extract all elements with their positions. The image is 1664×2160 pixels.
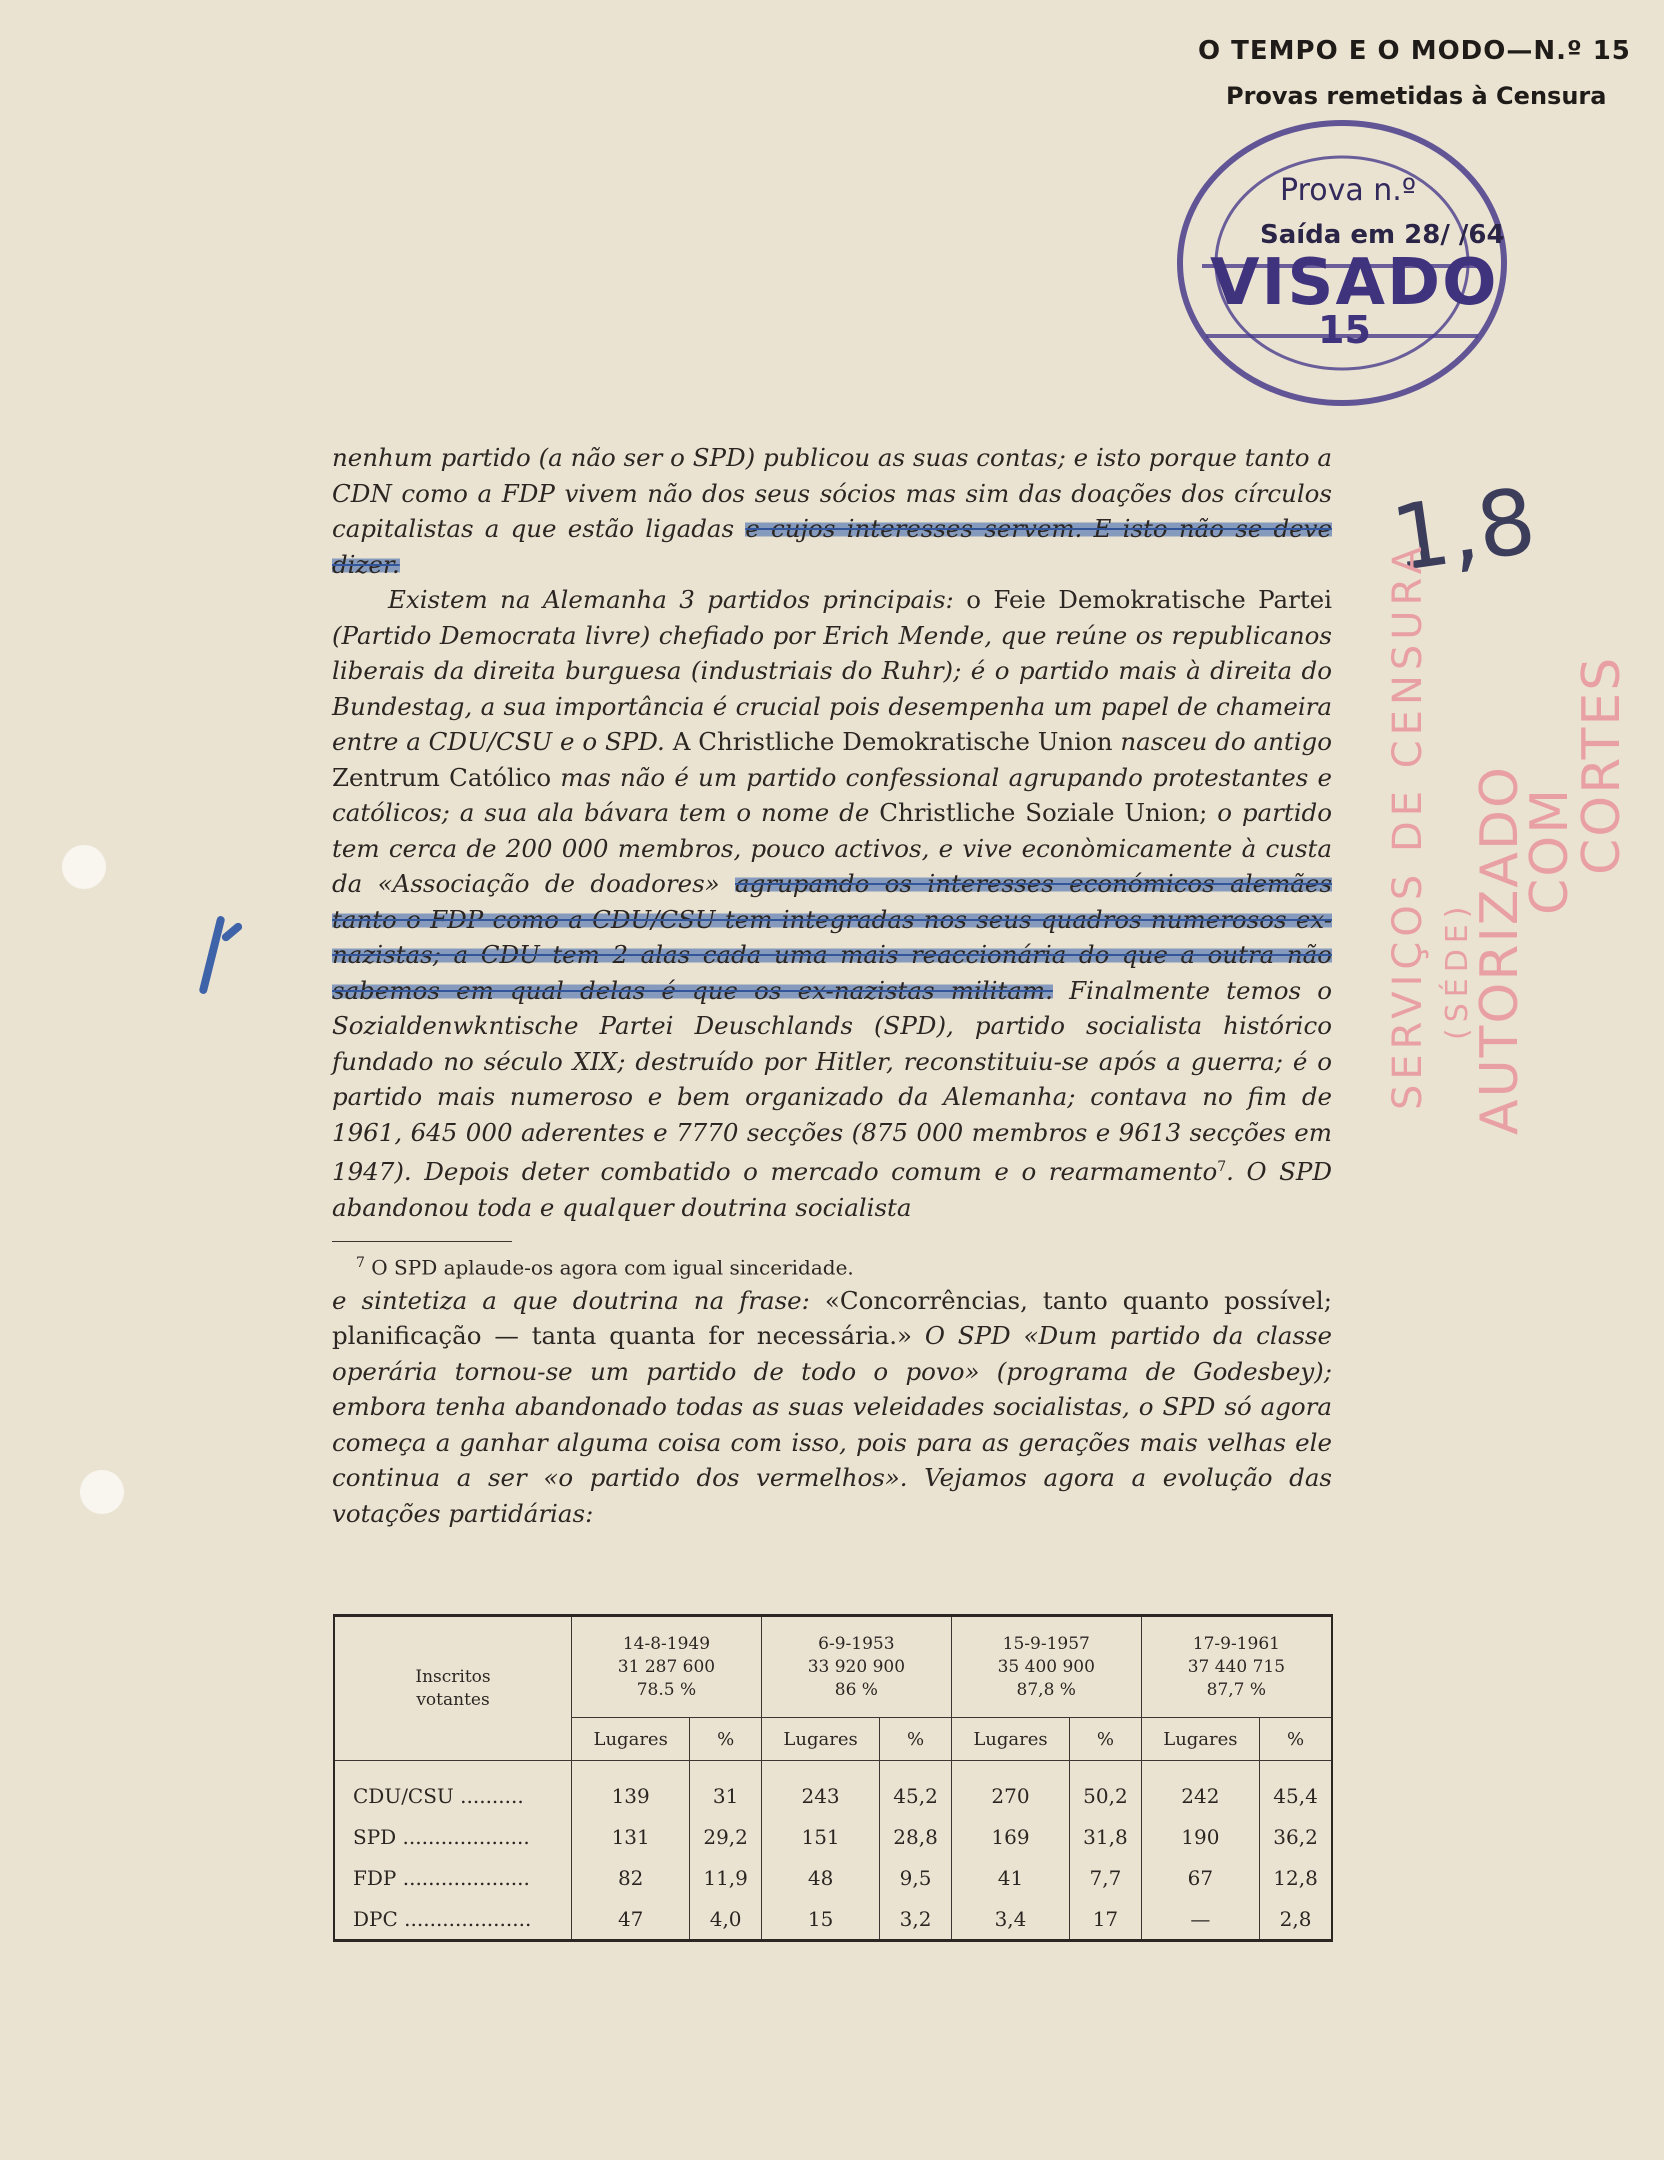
table-cell: 47: [572, 1898, 690, 1941]
corner-label-2: votantes: [416, 1689, 490, 1710]
margin-pen-mark: [220, 921, 244, 943]
election-voters: 37 440 715: [1187, 1656, 1286, 1677]
party-label: CDU/CSU ..........: [334, 1761, 572, 1817]
election-turnout: 86 %: [834, 1679, 878, 1700]
table-cell: 31,8: [1070, 1816, 1142, 1857]
footnote-rule: [332, 1241, 512, 1242]
subheader-seats: Lugares: [761, 1718, 879, 1761]
p2-roman-3: Zentrum Católico: [332, 762, 561, 792]
table-row: [334, 1816, 1332, 1857]
censor-stamp-line-2: (SÉDE): [1440, 900, 1475, 1040]
table-cell: 82: [572, 1857, 690, 1898]
p2-italic-4: mas não é um partido confessional agrupando protestantes e católicos; a sua ala bávara tem o nome de: [332, 762, 1332, 827]
election-date: 6-9-1953: [818, 1633, 895, 1654]
p3-italic-1: e sintetiza a que doutrina na frase:: [332, 1285, 810, 1315]
table-cell: 151: [761, 1816, 879, 1857]
election-turnout: 87,8 %: [1016, 1679, 1076, 1700]
table-row: [334, 1761, 1332, 1817]
p2-italic-3: nasceu do antigo: [1120, 727, 1332, 756]
censor-stamp-line-4: COM: [1520, 786, 1580, 915]
censor-stamp-line-5: CORTES: [1572, 655, 1632, 875]
footnote-number: 7: [356, 1255, 365, 1272]
election-turnout: 87,7 %: [1206, 1679, 1267, 1700]
table-cell: 28,8: [880, 1816, 952, 1857]
table-cell: 17: [1070, 1898, 1142, 1941]
table-cell: 3,4: [951, 1898, 1069, 1941]
censorship-stamp: [1172, 98, 1512, 408]
p1-text: nenhum partido (a não ser o SPD) publicou as suas contas; e isto porque tanto a CDN como a FDP vivem não dos seus sócios mas sim das doações dos círculos capitalistas a que estão ligadas: [332, 443, 1332, 543]
paragraph-1: [332, 440, 1332, 582]
table-cell: 45,2: [880, 1761, 952, 1817]
table-row: [334, 1898, 1332, 1941]
subheader-seats: Lugares: [1141, 1718, 1259, 1761]
election-results-table: [333, 1614, 1333, 1942]
table-cell: 15: [761, 1898, 879, 1941]
table-cell: 67: [1141, 1857, 1259, 1898]
subheader-seats: Lugares: [572, 1718, 690, 1761]
table-cell: 131: [572, 1816, 690, 1857]
p2-roman-4: Christliche Soziale Union;: [869, 798, 1218, 827]
p2-italic-7: . O SPD abandonou toda e qualquer doutrina socialista: [332, 1157, 1332, 1222]
margin-pen-number: 1,8: [1385, 468, 1542, 593]
table-cell: 243: [761, 1761, 879, 1817]
election-turnout: 78.5 %: [636, 1679, 697, 1700]
table-cell: 2,8: [1260, 1898, 1332, 1941]
table-cell: —: [1141, 1898, 1259, 1941]
subheader-percent: %: [690, 1718, 762, 1761]
p2-struck-text: agrupando os interesses económicos alemães tanto o FDP como a CDU/CSU tem integradas nos seus quadros numerosos ex-nazistas; a CDU tem 2 alas cada uma mais reaccionária do que a outra não sabemos em qual delas é que os ex-nazistas militam.: [332, 869, 1332, 1005]
censor-stamp-line-1: SERVIÇOS DE CENSURA: [1385, 541, 1431, 1110]
punch-hole: [80, 1470, 124, 1514]
table-cell: 45,4: [1260, 1761, 1332, 1817]
election-voters: 33 920 900: [807, 1656, 906, 1677]
p2-roman-1: o Feie Demokratische Partei: [953, 585, 1333, 614]
body-text: [332, 440, 1332, 1531]
margin-pen-mark: [198, 915, 225, 995]
election-header-1961: [1141, 1616, 1332, 1718]
table-cell: 7,7: [1070, 1857, 1142, 1898]
table-header-row: [334, 1616, 1332, 1718]
p2-italic-5: o partido tem cerca de 200 000 membros, pouco activos, e vive econòmicamente à custa da «Associação de doadores»: [332, 798, 1332, 898]
election-header-1949: [572, 1616, 762, 1718]
p2-italic-6: Finalmente temos o Sozialdenwkntische Partei Deuschlands (SPD), partido socialista histórico fundado no século XIX; destruído por Hitler, reconstituiu-se após a guerra; é o partido mais numeroso e bem organizado da Alemanha; contava no fim de 1961, 645 000 aderentes e 7770 secções (875 000 membros e 9613 secções em 1947). Depois deter combatido o mercado comum e o rearmamento: [332, 975, 1332, 1187]
election-date: 17-9-1961: [1192, 1633, 1280, 1654]
punch-hole: [62, 845, 106, 889]
election-header-1953: [761, 1616, 951, 1718]
table-cell: 4,0: [690, 1898, 762, 1941]
table-cell: 11,9: [690, 1857, 762, 1898]
subheader-percent: %: [1070, 1718, 1142, 1761]
table-cell: 270: [951, 1761, 1069, 1817]
stamp-prova-label: Prova n.º: [1280, 173, 1416, 208]
table-cell: 3,2: [880, 1898, 952, 1941]
paragraph-2: [332, 582, 1332, 1225]
p2-italic-2: (Partido Democrata livre) chefiado por Erich Mende, que reúne os republicanos liberais da direita burguesa (industriais do Ruhr); é o partido mais à direita do Bundestag, a sua importância é crucial pois desempenha um papel de chameira entre a CDU/CSU e o SPD.: [332, 620, 1332, 756]
corner-label-1: Inscritos: [415, 1666, 491, 1687]
stamp-visado: VISADO: [1210, 246, 1499, 320]
footnote-text: O SPD aplaude-os agora com igual sinceridade.: [364, 1255, 854, 1280]
election-date: 14-8-1949: [622, 1633, 711, 1654]
stamp-date-line: Saída em 28/ /64: [1260, 220, 1505, 250]
table-cell: 139: [572, 1761, 690, 1817]
table-cell: 48: [761, 1857, 879, 1898]
footnote-ref: 7: [1217, 1159, 1227, 1175]
subheader-percent: %: [880, 1718, 952, 1761]
p3-italic-2: O SPD «Dum partido da classe operária tornou-se um partido de todo o povo» (programa de Godesbey); embora tenha abandonado todas as suas veleidades socialistas, o SPD só agora começa a ganhar alguma coisa com isso, pois para as gerações mais velhas ele continua a ser «o partido dos vermelhos». Vejamos agora a evolução das votações partidárias:: [332, 1321, 1332, 1528]
table-cell: 190: [1141, 1816, 1259, 1857]
party-label: DPC ....................: [334, 1898, 572, 1941]
party-label: FDP ....................: [334, 1857, 572, 1898]
stamp-number: 15: [1318, 308, 1371, 352]
table-cell: 36,2: [1260, 1816, 1332, 1857]
table-cell: 12,8: [1260, 1857, 1332, 1898]
table-cell: 50,2: [1070, 1761, 1142, 1817]
p3-roman-1: «Concorrências, tanto quanto possível; planificação — tanta quanta for necessária.»: [332, 1285, 1332, 1351]
paragraph-3: [332, 1283, 1332, 1532]
election-date: 15-9-1957: [1002, 1633, 1090, 1654]
table-cell: 242: [1141, 1761, 1259, 1817]
p2-roman-2: A Christliche Demokratische Union: [664, 727, 1121, 756]
running-header: O TEMPO E O MODO—N.º 15: [1198, 36, 1631, 66]
footnote: [356, 1248, 1332, 1283]
censor-stamp-line-3: AUTORIZADO: [1470, 765, 1530, 1135]
party-label: SPD ....................: [334, 1816, 572, 1857]
p2-italic-1: Existem na Alemanha 3 partidos principais:: [388, 585, 954, 614]
election-voters: 31 287 600: [617, 1656, 716, 1677]
election-header-1957: [951, 1616, 1141, 1718]
table-cell: 31: [690, 1761, 762, 1817]
table-row: [334, 1857, 1332, 1898]
table-cell: 41: [951, 1857, 1069, 1898]
p1-struck-text: e cujos interesses servem. E isto não se deve dizer.: [332, 514, 1333, 579]
table-cell: 169: [951, 1816, 1069, 1857]
subheader-percent: %: [1260, 1718, 1332, 1761]
proof-line: Provas remetidas à Censura: [1226, 82, 1607, 110]
corner-header: [334, 1616, 572, 1761]
subheader-seats: Lugares: [951, 1718, 1069, 1761]
election-voters: 35 400 900: [997, 1656, 1095, 1677]
table-cell: 29,2: [690, 1816, 762, 1857]
table-cell: 9,5: [880, 1857, 952, 1898]
